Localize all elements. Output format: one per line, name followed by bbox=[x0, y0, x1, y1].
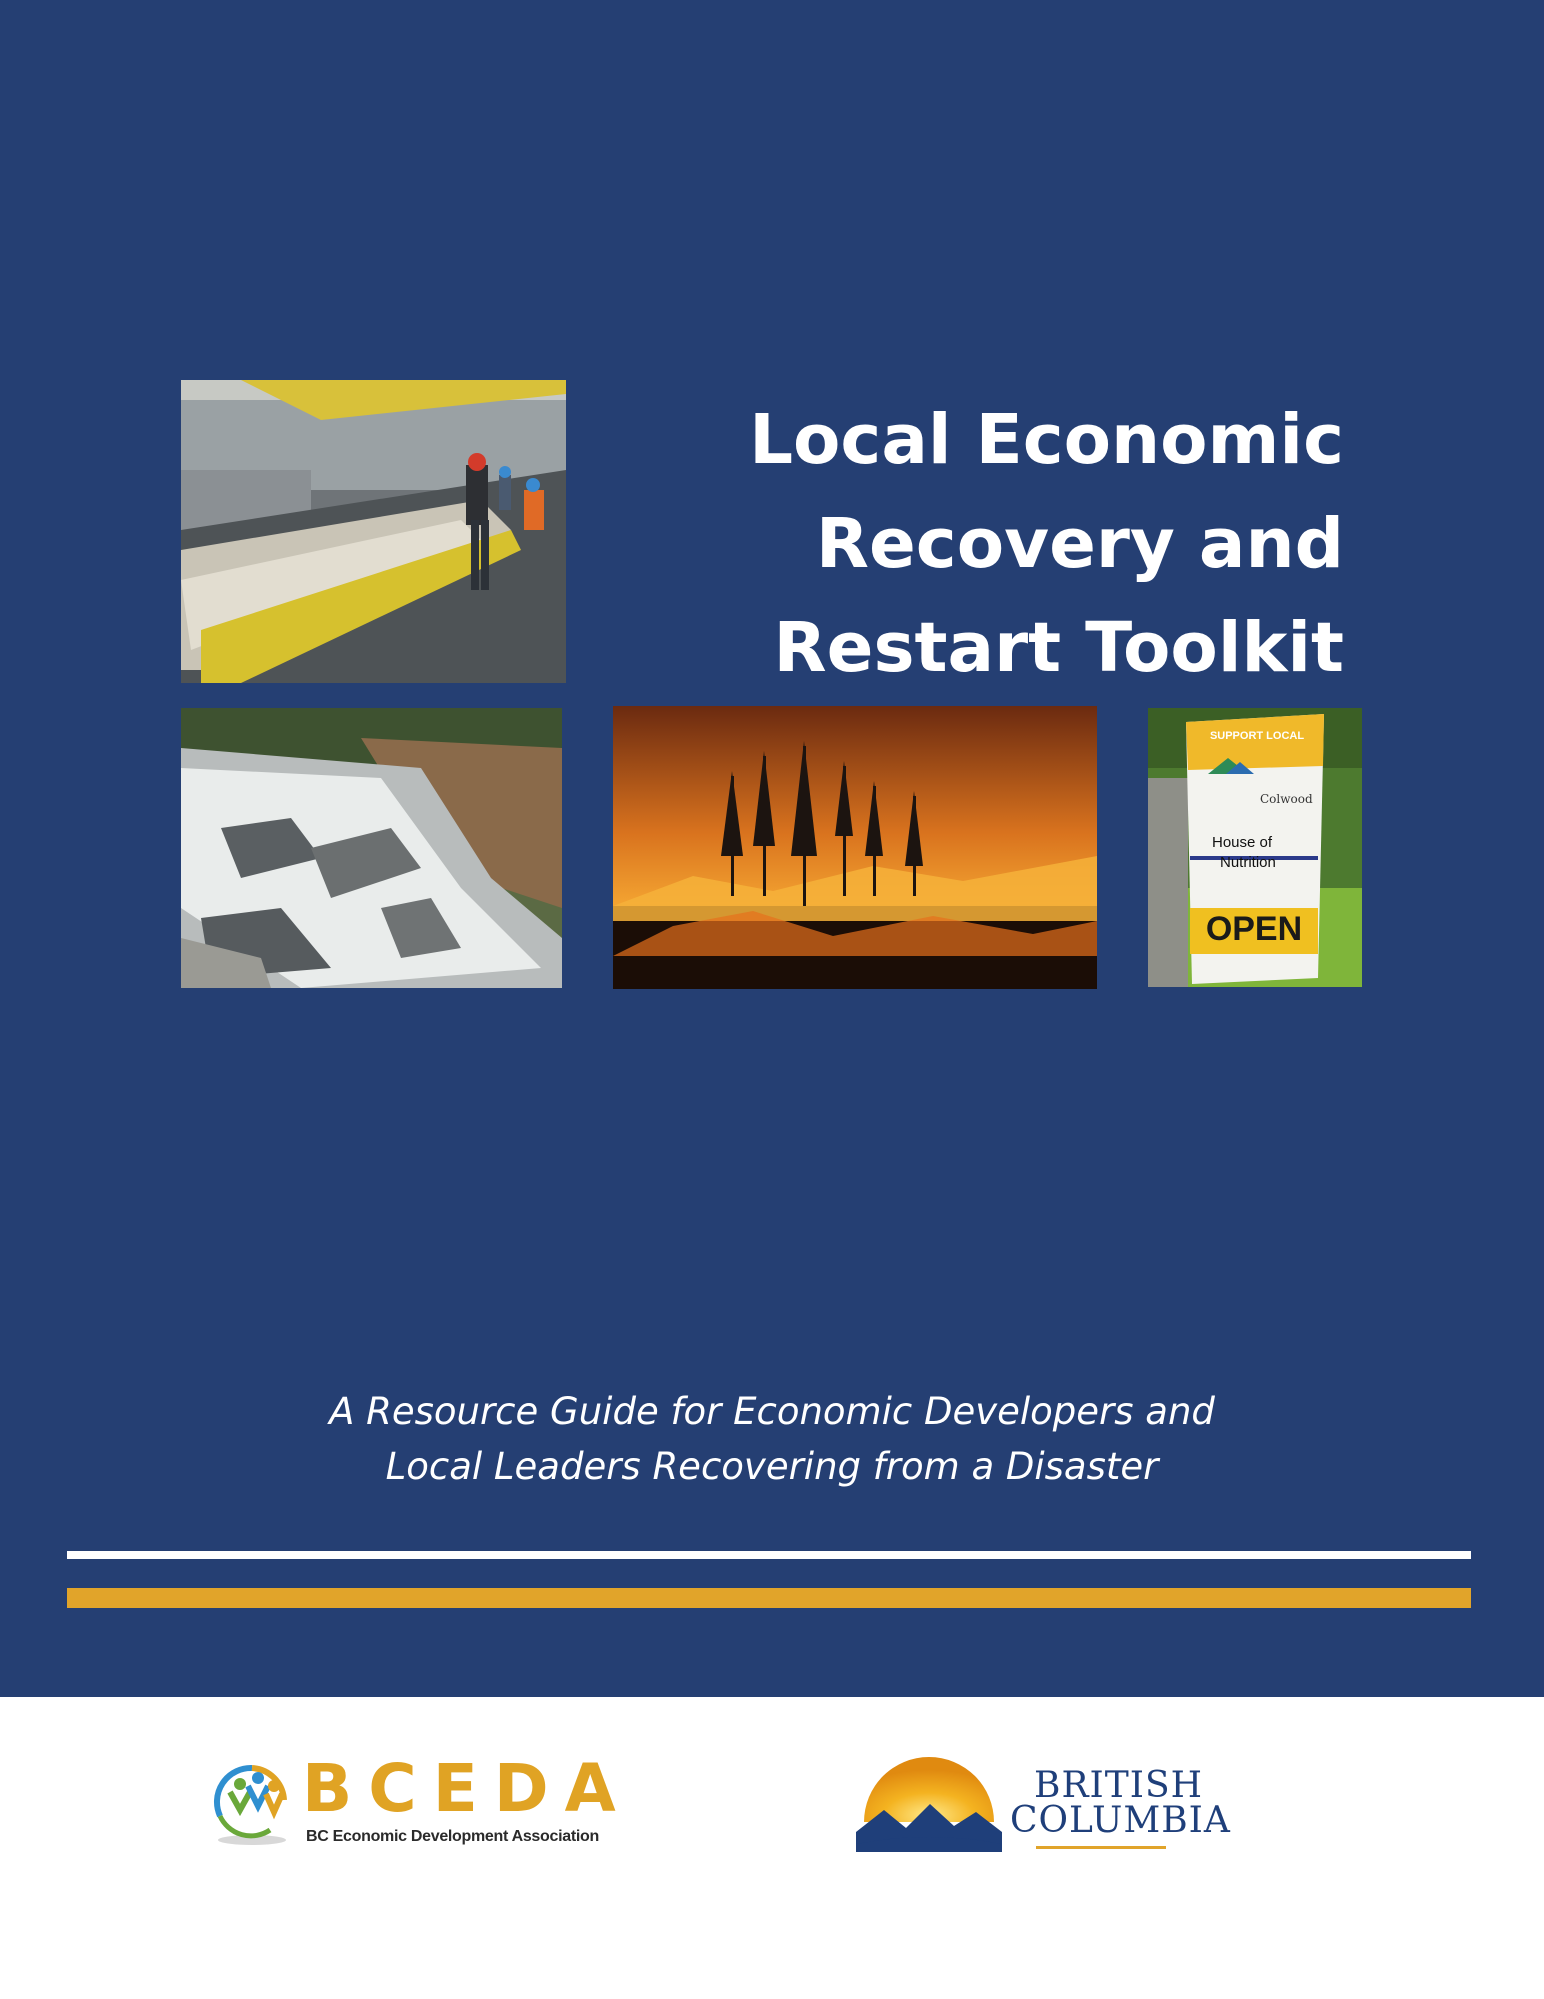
bceda-tagline: BC Economic Development Association bbox=[306, 1828, 599, 1845]
title-line-1: Local Economic bbox=[749, 400, 1344, 480]
sawmill-photo bbox=[181, 380, 566, 683]
bceda-logo bbox=[210, 1750, 632, 1852]
document-title bbox=[749, 388, 1344, 700]
bc-gold-underline bbox=[1036, 1846, 1166, 1849]
title-line-2: Recovery and bbox=[815, 504, 1344, 584]
bc-wordmark-line2: COLUMBIA bbox=[1010, 1800, 1231, 1841]
subtitle-line-1: A Resource Guide for Economic Developers and bbox=[329, 1390, 1215, 1433]
flood-photo bbox=[181, 708, 562, 988]
british-columbia-logo bbox=[856, 1752, 1231, 1862]
bceda-people-icon bbox=[210, 1756, 294, 1846]
sign-city: Colwood bbox=[1260, 792, 1313, 806]
gold-divider bbox=[67, 1588, 1471, 1608]
sign-status: OPEN bbox=[1205, 910, 1303, 948]
document-subtitle bbox=[0, 1384, 1544, 1494]
sun-mountains-icon bbox=[856, 1752, 1002, 1852]
sign-business-line2: Nutrition bbox=[1220, 854, 1276, 871]
sign-business-line1: House of bbox=[1212, 834, 1273, 851]
sign-top-text: SUPPORT LOCAL bbox=[1209, 730, 1305, 742]
bceda-wordmark: BCEDA bbox=[302, 1750, 632, 1827]
wildfire-photo bbox=[613, 706, 1097, 989]
bc-wordmark-line1: BRITISH bbox=[1034, 1765, 1204, 1806]
subtitle-line-2: Local Leaders Recovering from a Disaster bbox=[385, 1445, 1159, 1488]
white-divider bbox=[67, 1551, 1471, 1559]
open-sign-photo bbox=[1148, 708, 1362, 987]
title-line-3: Restart Toolkit bbox=[773, 608, 1344, 688]
